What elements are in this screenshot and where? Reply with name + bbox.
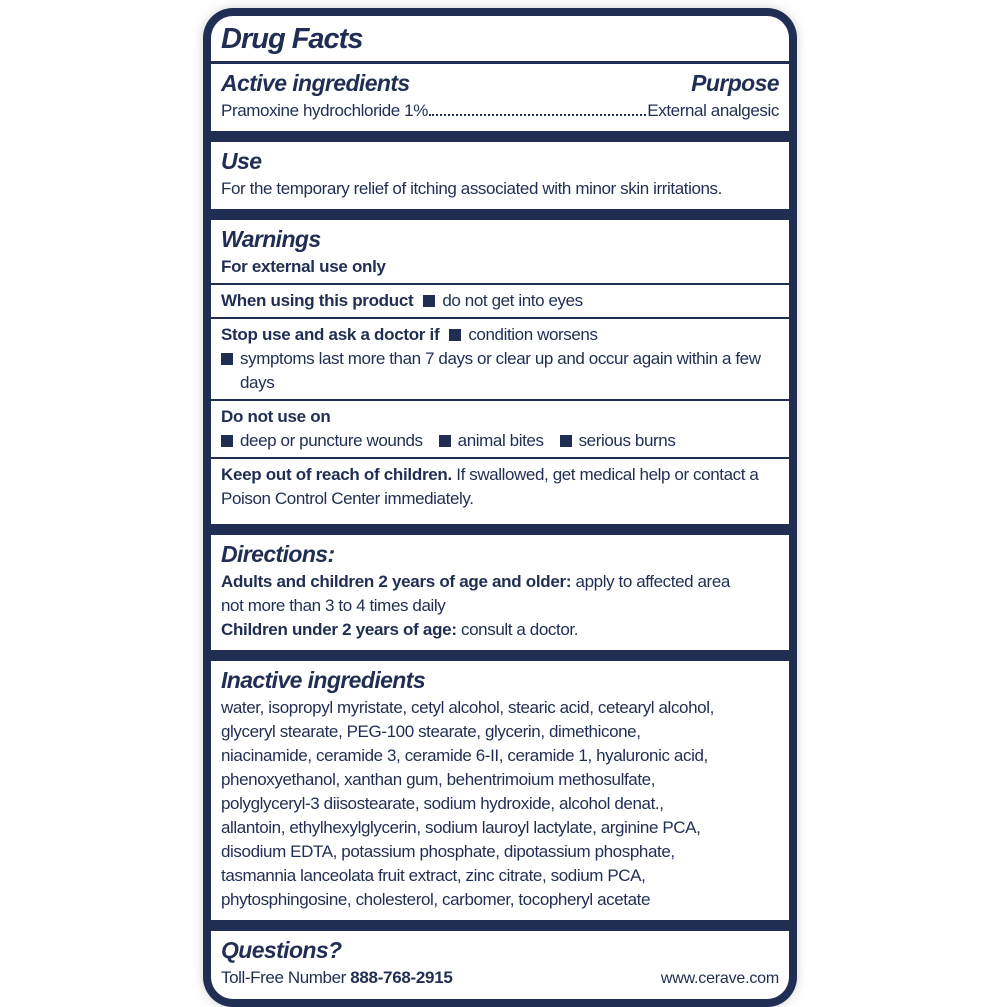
directions-children	[221, 618, 779, 642]
divider	[211, 317, 789, 319]
divider	[211, 399, 789, 401]
directions-heading: Directions:	[221, 541, 335, 567]
website-url: www.cerave.com	[660, 970, 779, 987]
inactive-line: niacinamide, ceramide 3, ceramide 6-II, ceramide 1, hyaluronic acid,	[221, 746, 708, 765]
keep-out-text: If swallowed, get medical help or contact a Poison Control Center immediately.	[221, 465, 759, 508]
inactive-line: phenoxyethanol, xanthan gum, behentrimoium methosulfate,	[221, 770, 656, 789]
do-not-use-item-2: animal bites	[457, 431, 544, 450]
inactive-line: disodium EDTA, potassium phosphate, dipotassium phosphate,	[221, 842, 675, 861]
adults-lead: Adults and children 2 years of age and older:	[221, 572, 572, 591]
inactive-line: tasmannia lanceolata fruit extract, zinc citrate, sodium PCA,	[221, 866, 646, 885]
children-text: consult a doctor.	[461, 620, 579, 639]
purpose-value: External analgesic	[647, 101, 779, 120]
section-directions	[211, 535, 789, 650]
keep-out-lead: Keep out of reach of children.	[221, 465, 452, 484]
children-lead: Children under 2 years of age:	[221, 620, 457, 639]
tollfree-label: Toll-Free Number	[221, 968, 351, 987]
square-bullet-icon	[221, 353, 233, 365]
external-use-only: For external use only	[221, 257, 386, 276]
divider	[211, 61, 789, 64]
directions-adults	[221, 570, 779, 618]
square-bullet-icon	[439, 435, 451, 447]
when-using-lead: When using this product	[221, 291, 414, 310]
square-bullet-icon	[423, 295, 435, 307]
section-warnings	[211, 220, 789, 524]
section-inactive-ingredients	[211, 661, 789, 920]
do-not-use-items	[221, 429, 779, 453]
do-not-use-item-3: serious burns	[578, 431, 676, 450]
inactive-line: allantoin, ethylhexylglycerin, sodium lauroyl lactylate, arginine PCA,	[221, 818, 701, 837]
when-using-row	[221, 289, 779, 313]
purpose-heading: Purpose	[691, 70, 779, 96]
use-text: For the temporary relief of itching associated with minor skin irritations.	[221, 179, 722, 198]
drug-facts-panel	[203, 8, 797, 1007]
keep-out-paragraph	[221, 463, 779, 516]
use-heading: Use	[221, 148, 262, 174]
warnings-heading: Warnings	[221, 226, 321, 252]
inactive-line: water, isopropyl myristate, cetyl alcohol, stearic acid, cetearyl alcohol,	[221, 698, 714, 717]
dot-leader	[429, 114, 646, 116]
adults-text-line1: apply to affected area	[575, 572, 730, 591]
adults-text-line2: not more than 3 to 4 times daily	[221, 596, 446, 615]
square-bullet-icon	[560, 435, 572, 447]
square-bullet-icon	[449, 329, 461, 341]
do-not-use-lead: Do not use on	[221, 407, 331, 426]
inactive-line: phytosphingosine, cholesterol, carbomer, tocopheryl acetate	[221, 890, 651, 909]
section-header	[211, 16, 789, 131]
stop-use-item-2-row	[221, 347, 779, 395]
stop-use-item-1: condition worsens	[468, 325, 598, 344]
active-ingredients-heading: Active ingredients	[221, 70, 410, 96]
section-questions	[211, 931, 789, 999]
divider	[211, 283, 789, 285]
divider	[211, 457, 789, 459]
section-use	[211, 142, 789, 209]
questions-heading: Questions?	[221, 937, 342, 963]
stop-use-item-2: symptoms last more than 7 days or clear up and occur again within a few days	[240, 349, 761, 392]
inactive-heading: Inactive ingredients	[221, 667, 426, 693]
active-ingredient-name: Pramoxine hydrochloride 1%	[221, 101, 428, 120]
stop-use-row	[221, 323, 779, 347]
inactive-line: polyglyceryl-3 diisostearate, sodium hydroxide, alcohol denat.,	[221, 794, 664, 813]
drug-facts-title: Drug Facts	[221, 23, 363, 55]
inactive-line: glyceryl stearate, PEG-100 stearate, glycerin, dimethicone,	[221, 722, 641, 741]
tollfree-row	[221, 966, 453, 990]
tollfree-number: 888-768-2915	[350, 968, 453, 987]
when-using-item: do not get into eyes	[442, 291, 583, 310]
square-bullet-icon	[221, 435, 233, 447]
stop-use-lead: Stop use and ask a doctor if	[221, 325, 440, 344]
do-not-use-item-1: deep or puncture wounds	[240, 431, 423, 450]
